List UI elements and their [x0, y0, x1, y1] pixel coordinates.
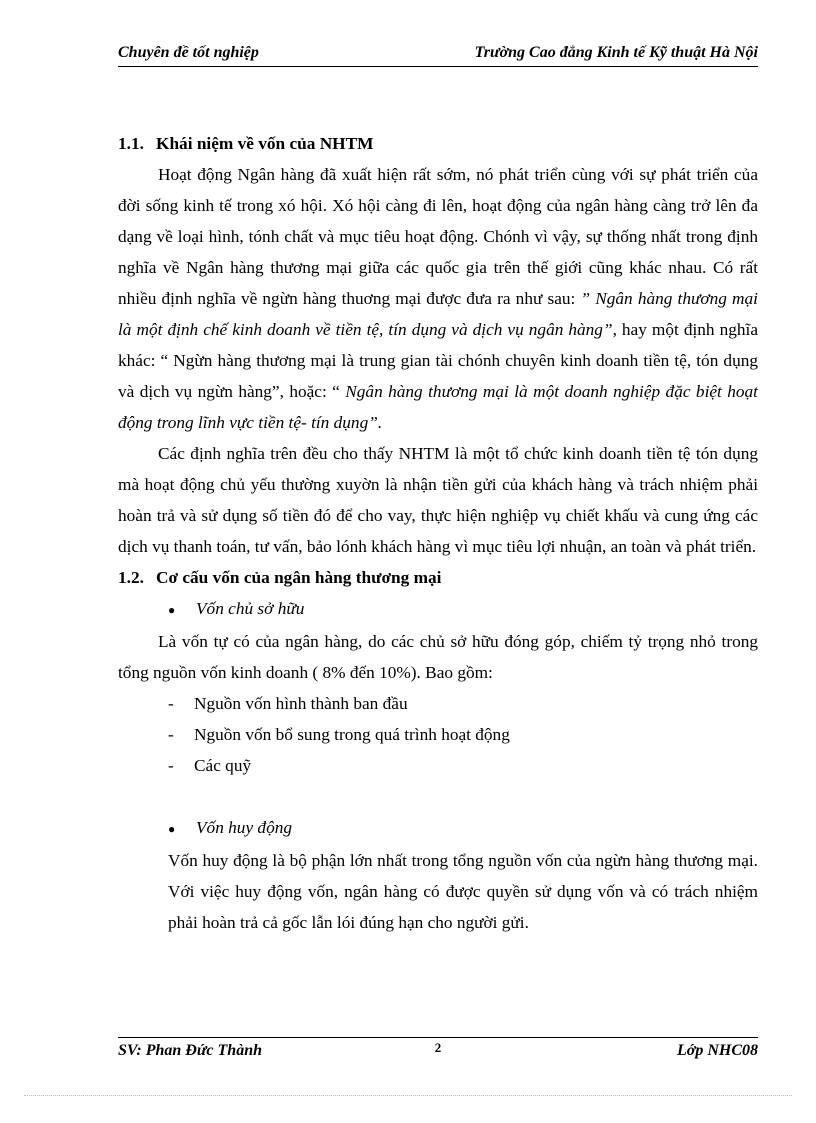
dash-item: [118, 750, 758, 781]
section-heading-2: [118, 562, 758, 593]
page-header: [118, 44, 758, 67]
bullet-item: [118, 593, 758, 626]
spacer: [118, 781, 758, 812]
dash-item: [118, 688, 758, 719]
dash-icon: -: [168, 756, 174, 775]
bullet-item: [118, 812, 758, 845]
section-number-1: 1.1.: [118, 134, 144, 153]
page-number: 2: [434, 1040, 442, 1055]
text-run: , hay một định nghĩa khác: “ Ngừn hàng thương mại là trung gian tài chónh chuyên kinh doanh tiền tệ, tón dụng và dịch vụ ngừn hàng”, hoặc: “: [118, 320, 758, 401]
bullet-label: Vốn chủ sở hữu: [196, 599, 305, 618]
bullet-icon: ●: [168, 822, 176, 836]
text-run: Hoạt động Ngân hàng đã xuất hiện rất sớm, nó phát triển cùng với sự phát triển của đời sống kinh tế trong xó hội. Xó hội càng đi lên, hoạt động của ngân hàng càng trở lên đa dạng về loại hình, tónh chất và mục tiêu hoạt động. Chónh vì vậy, sự thống nhất trong định nghĩa về Ngân hàng thương mại giữa các quốc gia trên thế giới cũng khác nhau. Có rất nhiều định nghĩa về ngừn hàng thuơng mại được đưa ra như sau:: [118, 165, 758, 308]
footer-left: SV: Phan Đức Thành: [118, 1042, 262, 1059]
section-title-1: Khái niệm về vốn của NHTM: [156, 134, 374, 153]
dash-icon: -: [168, 694, 174, 713]
section-heading-1: [118, 128, 758, 159]
dash-label: Các quỹ: [194, 756, 252, 775]
header-right: Trường Cao đẳng Kinh tế Kỹ thuật Hà Nội: [474, 44, 758, 61]
dash-label: Nguồn vốn hình thành ban đầu: [194, 694, 408, 713]
paragraph-mobilized-capital: Vốn huy động là bộ phận lớn nhất trong tổng nguồn vốn của ngừn hàng thương mại. Với việc huy động vốn, ngân hàng có được quyền sử dụng vốn và có trách nhiệm phải hoàn trả cả gốc lẫn lói đúng hạn cho người gửi.: [168, 851, 758, 932]
document-body: [118, 128, 758, 938]
section-title-2: Cơ cấu vốn của ngân hàng thương mại: [156, 568, 442, 587]
bullet-icon: ●: [168, 603, 176, 617]
dash-item: [118, 719, 758, 750]
italic-run: Ngân hàng thương mại là một doanh nghiệp đặc biệt hoạt động trong lĩnh vực tiền tệ- tín dụng”.: [118, 382, 758, 432]
dash-label: Nguồn vốn bổ sung trong quá trình hoạt động: [194, 725, 510, 744]
section-number-2: 1.2.: [118, 568, 144, 587]
paragraph-own-capital: Là vốn tự có của ngân hàng, do các chủ sở hữu đóng góp, chiếm tỷ trọng nhỏ trong tổng nguồn vốn kinh doanh ( 8% đến 10%). Bao gồm:: [118, 632, 758, 682]
dash-icon: -: [168, 725, 174, 744]
page-footer: [118, 1037, 758, 1060]
paragraph-definition: [118, 159, 758, 438]
header-left: Chuyên đề tốt nghiệp: [118, 44, 259, 61]
italic-run: ” Ngân hàng thương mại là một định chế kinh doanh về tiền tệ, tín dụng và dịch vụ ngân hàng”: [118, 289, 758, 339]
bullet-label: Vốn huy động: [196, 818, 292, 837]
paragraph-summary: Các định nghĩa trên đều cho thấy NHTM là một tổ chức kinh doanh tiền tệ tón dụng mà hoạt động chủ yếu thường xuyờn là nhận tiền gửi của khách hàng và trách nhiệm phải hoàn trả và sử dụng số tiền đó để cho vay, thực hiện nghiệp vụ chiết khấu và cung ứng các dịch vụ thanh toán, tư vấn, bảo lónh khách hàng vì mục tiêu lợi nhuận, an toàn và phát triển.: [118, 444, 758, 556]
page-bottom-divider: [24, 1095, 792, 1096]
footer-right: Lớp NHC08: [676, 1042, 758, 1059]
